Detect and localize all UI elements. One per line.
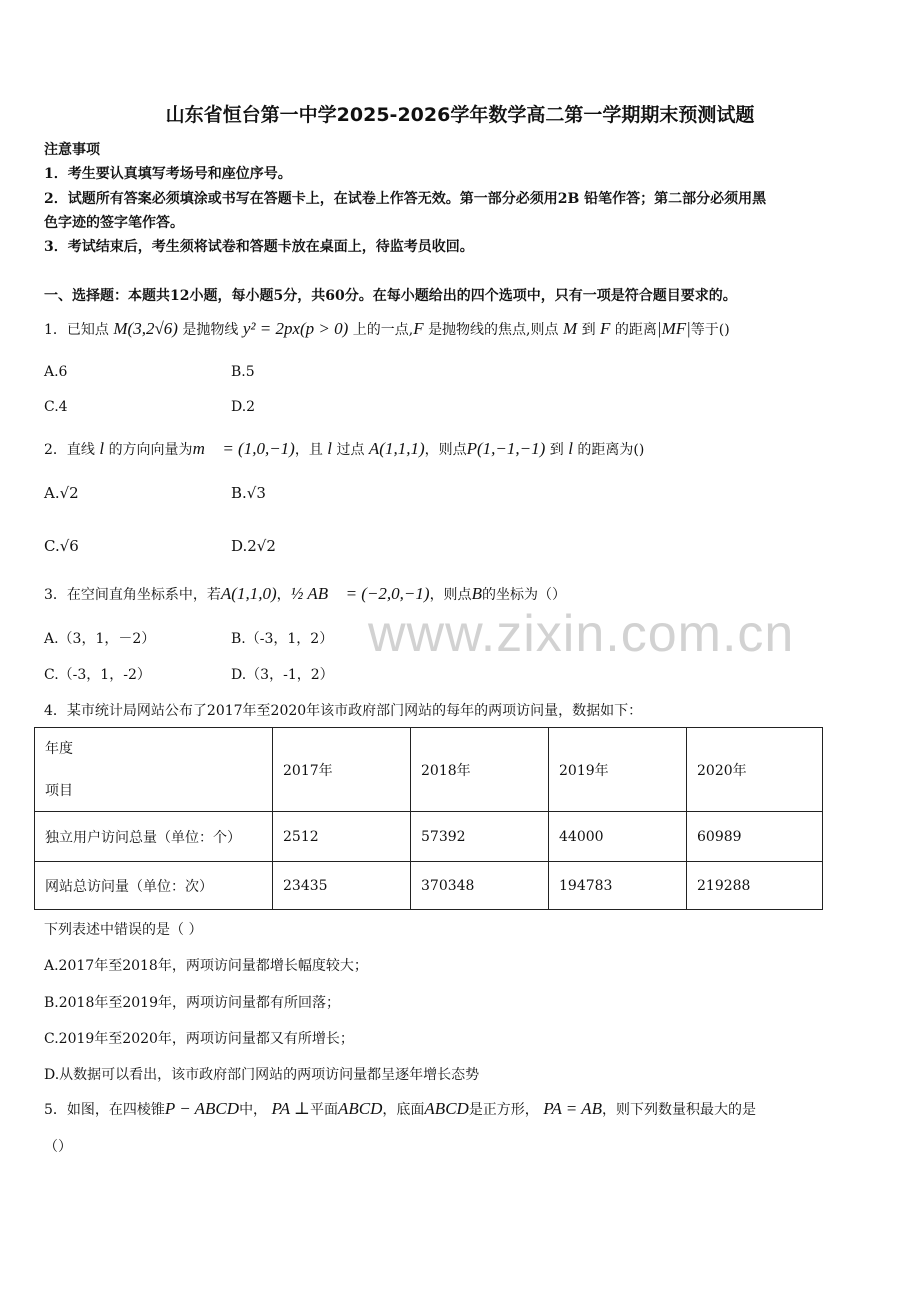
question-4-prompt: 下列表述中错误的是（ ）	[44, 922, 203, 938]
math: F	[600, 319, 611, 338]
text: 到	[581, 322, 596, 338]
option: B.5	[231, 364, 255, 380]
math: ABCD	[338, 1099, 383, 1118]
text: ，则点	[429, 587, 472, 603]
option: A.√2	[44, 484, 79, 502]
math: PA = AB	[543, 1099, 602, 1118]
table-row	[35, 862, 823, 910]
math: ABCD	[424, 1099, 469, 1118]
option: C.2019年至2020年，两项访问量都又有所增长；	[44, 1031, 354, 1047]
table-cell: 60989	[687, 812, 823, 862]
text: 的坐标为（）	[481, 587, 566, 603]
text: ，底面	[382, 1102, 425, 1118]
text: 2．直线	[44, 442, 95, 458]
table-row	[35, 812, 823, 862]
question-1	[44, 319, 730, 339]
table-corner-cell	[35, 728, 273, 812]
option: C.（-3，1，-2）	[44, 667, 151, 683]
option: A.（3，1，－2）	[44, 631, 156, 647]
option: D.2	[231, 399, 256, 415]
question-3	[44, 584, 566, 604]
notice-heading: 注意事项	[44, 142, 100, 158]
math: l	[99, 439, 105, 458]
question-2	[44, 439, 644, 459]
text: 是抛物线的焦点,则点	[428, 322, 559, 338]
table-cell: 44000	[549, 812, 687, 862]
text: 平面	[310, 1102, 339, 1118]
math: F	[413, 319, 424, 338]
corner-bottom-label: 项目	[45, 782, 73, 799]
option: B.（-3，1，2）	[231, 631, 334, 647]
math: B	[471, 584, 482, 603]
math: PA ⊥	[271, 1099, 311, 1118]
math: M	[562, 319, 578, 338]
table-header-cell: 2018年	[411, 728, 549, 812]
notice-item: 3．考试结束后，考生须将试卷和答题卡放在桌面上，待监考员收回。	[44, 239, 474, 255]
math: |MF|	[656, 319, 691, 338]
text: 3．在空间直角坐标系中，若	[44, 587, 221, 603]
watermark: www.zixin.com.cn	[368, 605, 795, 663]
table-header-cell: 2020年	[687, 728, 823, 812]
corner-top-label: 年度	[45, 740, 73, 757]
text: 5．如图，在四棱锥	[44, 1102, 165, 1118]
math: ½ AB⃗ = (−2,0,−1)	[290, 584, 430, 603]
math: A(1,1,1)	[368, 439, 425, 458]
math: y² = 2px(p > 0)	[242, 319, 349, 338]
table-cell: 2512	[273, 812, 411, 862]
text: 过点	[336, 442, 365, 458]
text: ，且	[294, 442, 323, 458]
option: C.4	[44, 399, 68, 415]
text: 是正方形，	[468, 1102, 539, 1118]
option: D.（3，-1，2）	[231, 667, 334, 683]
text: 的方向向量为	[108, 442, 193, 458]
text: 中，	[239, 1102, 268, 1118]
option: A.2017年至2018年，两项访问量都增长幅度较大；	[44, 958, 368, 974]
math: P(1,−1,−1)	[466, 439, 546, 458]
option: D.2√2	[231, 537, 276, 555]
text: 是抛物线	[182, 322, 239, 338]
math: m⃗ = (1,0,−1)	[192, 439, 295, 458]
math: l	[327, 439, 333, 458]
table-header-row	[35, 728, 823, 812]
text: 的距离	[614, 322, 657, 338]
text: 的距离为()	[577, 442, 645, 458]
table-header-cell: 2019年	[549, 728, 687, 812]
math: M(3,2√6)	[113, 319, 178, 338]
text: ，	[276, 587, 291, 603]
text: ，则点	[424, 442, 467, 458]
section-heading: 一、选择题：本题共12小题，每小题5分，共60分。在每小题给出的四个选项中，只有一项是符合题目要求的。	[44, 288, 737, 304]
notice-item: 1．考生要认真填写考场号和座位序号。	[44, 166, 292, 182]
option: B.2018年至2019年，两项访问量都有所回落；	[44, 995, 340, 1011]
data-table	[34, 727, 823, 910]
text: 上的一点,	[352, 322, 414, 338]
table-cell: 23435	[273, 862, 411, 910]
option: D.从数据可以看出，该市政府部门网站的两项访问量都呈逐年增长态势	[44, 1067, 480, 1083]
table-cell: 370348	[411, 862, 549, 910]
text: 等于()	[690, 322, 730, 338]
question-5	[44, 1099, 756, 1119]
table-header-cell: 2017年	[273, 728, 411, 812]
table-cell: 57392	[411, 812, 549, 862]
table-row-label: 独立用户访问总量（单位：个）	[35, 812, 273, 862]
text: 1．已知点	[44, 322, 109, 338]
notice-item: 2．试题所有答案必须填涂或书写在答题卡上，在试卷上作答无效。第一部分必须用2B 铅笔作答；第二部分必须用黑	[44, 191, 767, 207]
text: ，则下列数量积最大的是	[601, 1102, 756, 1118]
text: 到	[549, 442, 564, 458]
table-cell: 219288	[687, 862, 823, 910]
option: C.√6	[44, 537, 79, 555]
question-5-line2: （）	[44, 1139, 72, 1155]
exam-title: 山东省恒台第一中学2025-2026学年数学高二第一学期期末预测试题	[165, 104, 755, 126]
option: B.√3	[231, 484, 266, 502]
question-4-stem: 4．某市统计局网站公布了2017年至2020年该市政府部门网站的每年的两项访问量，数据如下：	[44, 703, 643, 719]
math: P − ABCD	[164, 1099, 240, 1118]
table-cell: 194783	[549, 862, 687, 910]
math: A(1,1,0)	[220, 584, 277, 603]
notice-item: 色字迹的签字笔作答。	[44, 215, 184, 231]
math: l	[568, 439, 573, 458]
table-row-label: 网站总访问量（单位：次）	[35, 862, 273, 910]
option: A.6	[44, 364, 68, 380]
